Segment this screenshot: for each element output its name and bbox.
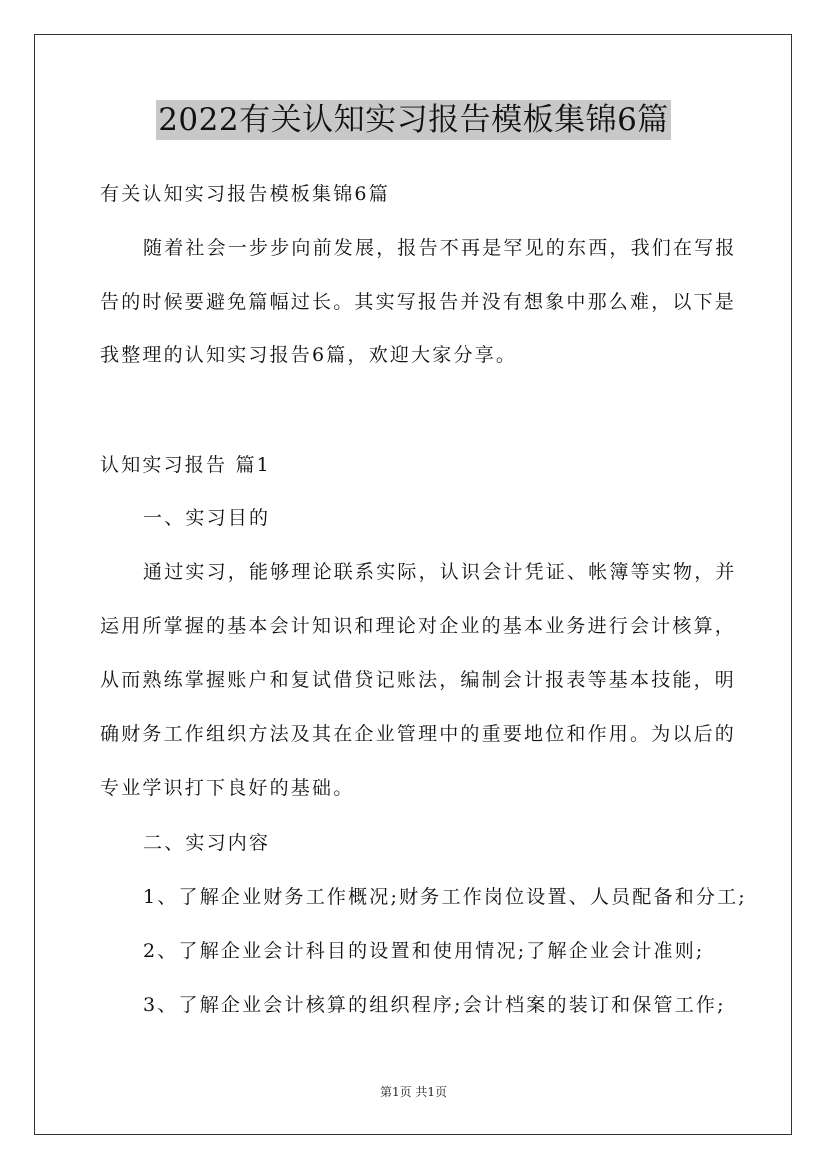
paragraph-line: 确财务工作组织方法及其在企业管理中的重要地位和作用。为以后的 [100, 723, 737, 745]
list-item: 2、了解企业会计科目的设置和使用情况;了解企业会计准则; [143, 940, 705, 962]
paragraph-line: 随着社会一步步向前发展，报告不再是罕见的东西，我们在写报 [143, 237, 737, 259]
document-title: 2022有关认知实习报告模板集锦6篇 [158, 102, 669, 138]
title-container [0, 100, 827, 140]
subsection-heading: 一、实习目的 [143, 507, 271, 529]
subtitle-line: 有关认知实习报告模板集锦6篇 [100, 183, 390, 205]
list-item: 1、了解企业财务工作概况;财务工作岗位设置、人员配备和分工; [143, 886, 747, 908]
paragraph-line: 从而熟练掌握账户和复试借贷记账法，编制会计报表等基本技能，明 [100, 669, 737, 691]
page-footer: 第1页 共1页 [379, 1085, 448, 1099]
subsection-heading: 二、实习内容 [143, 832, 271, 854]
paragraph-line: 运用所掌握的基本会计知识和理论对企业的基本业务进行会计核算， [100, 615, 737, 637]
paragraph-line: 专业学识打下良好的基础。 [100, 777, 355, 799]
list-item: 3、了解企业会计核算的组织程序;会计档案的装订和保管工作; [143, 994, 726, 1016]
section-heading: 认知实习报告 篇1 [100, 454, 271, 476]
paragraph-line: 告的时候要避免篇幅过长。其实写报告并没有想象中那么难，以下是 [100, 291, 737, 313]
paragraph-line: 我整理的认知实习报告6篇，欢迎大家分享。 [100, 344, 518, 366]
paragraph-line: 通过实习，能够理论联系实际，认识会计凭证、帐簿等实物，并 [143, 561, 737, 583]
